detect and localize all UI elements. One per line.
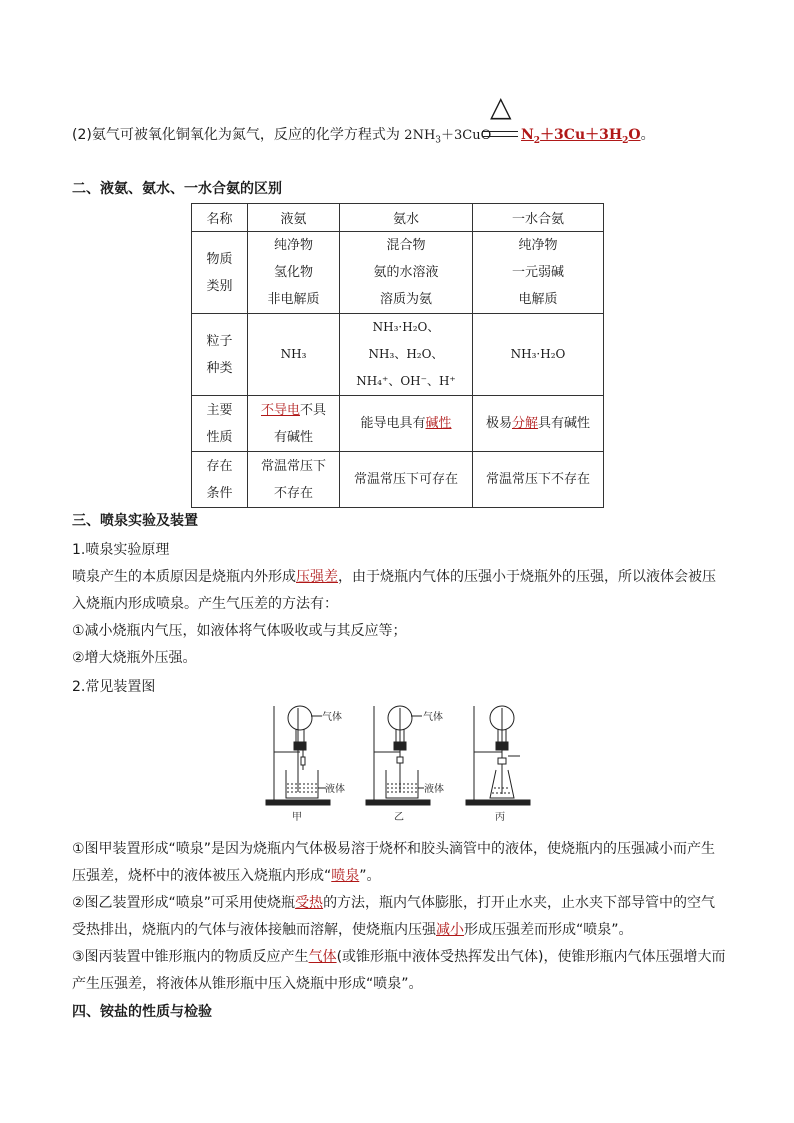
- caption-bing: 丙: [495, 812, 505, 823]
- table-header-row: [192, 204, 604, 232]
- explanation-line: 产生压强差，将液体从锥形瓶中压入烧瓶中形成“喷泉”。: [72, 976, 423, 992]
- apparatus-bing: [466, 706, 530, 805]
- table-cell: NH₃·H₂O: [473, 314, 604, 396]
- table-cell: 不导电不具 有碱性: [248, 396, 340, 452]
- subheading-apparatus: 2.常见装置图: [72, 679, 156, 695]
- table-header-cell: 一水合氨: [473, 204, 604, 232]
- explanation-line: 受热排出，烧瓶内的气体与液体接触而溶解，使烧瓶内压强减小形成压强差而形成“喷泉”。: [72, 922, 633, 938]
- label-liquid-jia: 液体: [325, 784, 345, 795]
- caption-yi: 乙: [394, 812, 404, 823]
- table-row: [192, 396, 604, 452]
- table-cell: 纯净物 氢化物 非电解质: [248, 232, 340, 314]
- apparatus-jia: [266, 706, 330, 805]
- section4-heading: 四、铵盐的性质与检验: [72, 1004, 212, 1020]
- explanation-line: ③图丙装置中锥形瓶内的物质反应产生气体(或锥形瓶中液体受热挥发出气体)，使锥形瓶内气体压强增大而: [72, 949, 726, 965]
- label-gas-jia: 气体: [322, 712, 342, 723]
- label-liquid-yi: 液体: [424, 784, 444, 795]
- equation-line: [72, 124, 491, 146]
- table-header-cell: 液氨: [248, 204, 340, 232]
- explanation-line: 压强差，烧杯中的液体被压入烧瓶内形成“喷泉”。: [72, 868, 381, 884]
- row-label: 存在 条件: [192, 452, 248, 508]
- apparatus-yi: [366, 706, 430, 805]
- table-cell: 混合物 氨的水溶液 溶质为氨: [340, 232, 473, 314]
- explanation-line: ②图乙装置形成“喷泉”可采用使烧瓶受热的方法，瓶内气体膨胀，打开止水夹，止水夹下部导管中的空气: [72, 895, 716, 911]
- method-item: ①减小烧瓶内气压，如液体将气体吸收或与其反应等；: [72, 623, 407, 639]
- subheading-principle: 1.喷泉实验原理: [72, 542, 170, 558]
- table-cell: NH₃: [248, 314, 340, 396]
- table-cell: 常温常压下可存在: [340, 452, 473, 508]
- table-cell: NH₃·H₂O、 NH₃、H₂O、 NH₄⁺、OH⁻、H⁺: [340, 314, 473, 396]
- answer-blank: 减小: [436, 922, 464, 938]
- section3-heading: 三、喷泉实验及装置: [72, 513, 198, 529]
- section2-heading: 二、液氨、氨水、一水合氨的区别: [72, 181, 282, 197]
- table-cell: 常温常压下不存在: [473, 452, 604, 508]
- table-header-cell: 氨水: [340, 204, 473, 232]
- table-cell: 能导电具有碱性: [340, 396, 473, 452]
- ammonia-comparison-table: [191, 203, 604, 508]
- table-row: [192, 452, 604, 508]
- answer-blank: 不导电: [260, 402, 300, 418]
- paragraph-line: 入烧瓶内形成喷泉。产生气压差的方法有：: [72, 596, 338, 612]
- answer-blank: 气体: [308, 949, 337, 965]
- explanation-line: ①图甲装置形成“喷泉”是因为烧瓶内气体极易溶于烧杯和胶头滴管中的液体，使烧瓶内的压强减小而产生: [72, 841, 716, 857]
- equation-reactants: $2NH_3+3CuO$: [404, 128, 492, 146]
- table-cell: 常温常压下 不存在: [248, 452, 340, 508]
- equation-prefix: (2)氨气可被氧化铜氧化为氮气，反应的化学方程式为: [72, 127, 400, 143]
- heating-condition: △: [490, 90, 512, 123]
- row-label: 物质 类别: [192, 232, 248, 314]
- answer-blank: 碱性: [425, 416, 452, 431]
- answer-blank: 受热: [295, 895, 324, 911]
- answer-blank: 压强差: [296, 569, 338, 585]
- table-cell: 极易分解具有碱性: [473, 396, 604, 452]
- row-label: 主要 性质: [192, 396, 248, 452]
- fountain-apparatus-figure: [258, 700, 548, 825]
- label-gas-yi: 气体: [423, 712, 443, 723]
- answer-blank: 分解: [511, 416, 538, 431]
- table-row: [192, 314, 604, 396]
- answer-blank: 喷泉: [331, 868, 360, 884]
- table-row: [192, 232, 604, 314]
- equation-equals-sign: [482, 131, 518, 137]
- table-cell: 纯净物 一元弱碱 电解质: [473, 232, 604, 314]
- row-label: 粒子 种类: [192, 314, 248, 396]
- caption-jia: 甲: [292, 812, 302, 823]
- equation-products-blank: $N_2+3Cu+3H_2O$。: [521, 127, 655, 146]
- method-item: ②增大烧瓶外压强。: [72, 650, 197, 666]
- paragraph-line: 喷泉产生的本质原因是烧瓶内外形成压强差，由于烧瓶内气体的压强小于烧瓶外的压强，所以液体会被压: [72, 569, 716, 585]
- table-header-cell: 名称: [192, 204, 248, 232]
